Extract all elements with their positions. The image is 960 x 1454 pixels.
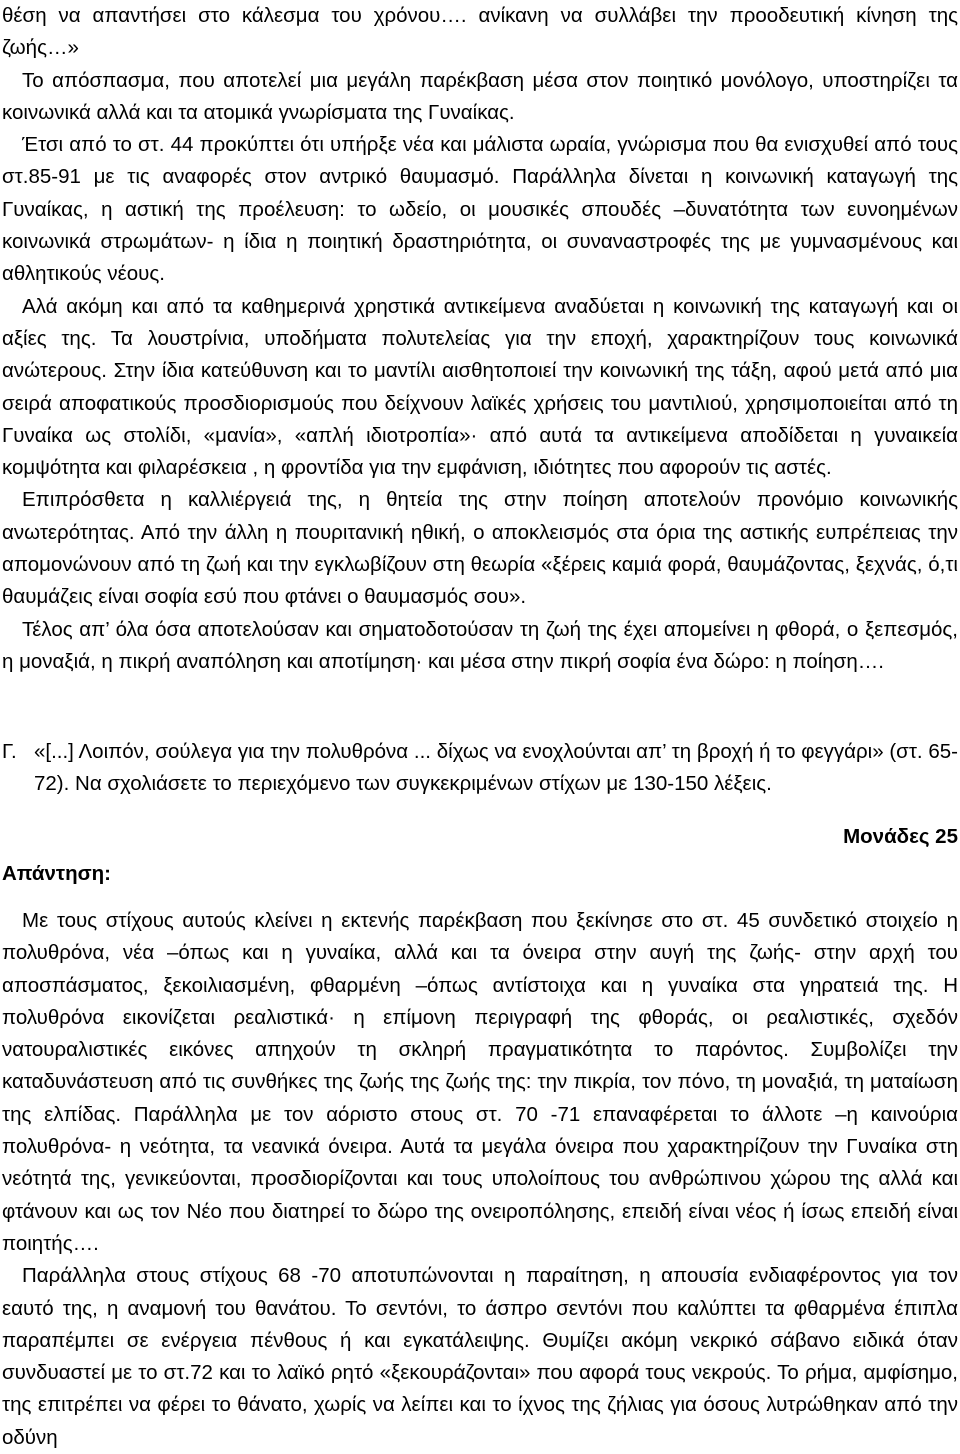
question-letter: Γ. [2,740,17,763]
essay-top-section [2,0,958,678]
question-section [2,736,958,801]
question-text: «[...] Λοιπόν, σούλεγα για την πολυθρόνα ... δίχως να ενοχλούνται απ’ τη βροχή ή το φεγγάρι» (στ. 65-72). Να σχολιάσετε το περιεχόμενο των συγκεκριμένων στίχων με 130-150 λέξεις. [34,740,958,796]
paragraph-traits: Έτσι από το στ. 44 προκύπτει ότι υπήρξε νέα και μάλιστα ωραία, γνώρισμα που θα ενισχυθεί από τους στ.85-91 με τις αναφορές στον αντρικό θαυμασμό. Παράλληλα δίνεται η κοινωνική καταγωγή της Γυναίκας, η αστική της προέλευση: το ωδείο, οι μουσικές σπουδές –δυνατότητα των ευνοημένων κοινωνικά στρωμάτων- η ίδια η ποιητική δραστηριότητα, οι συναναστροφές της με γυμνασμένους και αθλητικούς νέους. [2,133,958,286]
paragraph-cultivation: Επιπρόσθετα η καλλιέργειά της, η θητεία της στην ποίηση αποτελούν προνόμιο κοινωνικής ανωτερότητας. Από την άλλη η πουριτανική ηθική, ο αποκλεισμός στα όρια της αστικής ευπρέπειας την απομονώνουν από τη ζωή και την εγκλωβίζουν στη θεωρία «ξέρεις καμιά φορά, θαυμάζοντας, ξεχνάς, ό,τι θαυμάζεις είναι σοφία εσύ που φτάνει ο θαυμασμός σου». [2,488,958,609]
paragraph-objects: Αλά ακόμη και από τα καθημερινά χρηστικά αντικείμενα αναδύεται η κοινωνική της καταγωγή και οι αξίες της. Τα λουστρίνια, υποδήματα πολυτελείας για την εποχή, χαρακτηρίζουν τους κοινωνικά ανώτερους. Στην ίδια κατεύθυνση και το μαντίλι αισθητοποιεί την κοινωνική της τάξη, αφού μετά από μια σειρά αποφατικούς προσδιορισμούς που δείχνουν λαϊκές χρήσεις του μαντιλιού, χρησιμοποιείται από τη Γυναίκα ως στολίδι, «μανία», «απλή ιδιοτροπία»· από αυτά τα αντικείμενα αποδίδεται η γυναικεία κομψότητα και φιλαρέσκεια , η φροντίδα για την εμφάνιση, ιδιότητες που αφορούν τις αστές. [2,294,958,480]
answer-heading: Απάντηση: [2,862,111,885]
answer-paragraph-armchair: Με τους στίχους αυτούς κλείνει η εκτενής παρέκβαση που ξεκίνησε στο στ. 45 συνδετικό στοιχείο η πολυθρόνα, νέα –όπως και η γυναίκα, αλλά και τα όνειρα στην αυγή της ζωής- στην αρχή του αποσπάσματος, ξεκοιλιασμένη, φθαρμένη –όπως αντίστοιχα και η γυναίκα στα γηρατειά της. Η πολυθρόνα εικονίζεται ρεαλιστικά· η επίμονη περιγραφή της φθοράς, οι ρεαλιστικές, σχεδόν νατουραλιστικές εικόνες απηχούν τη σκληρή πραγματικότητα το παρόντος. Συμβολίζει την καταδυνάστευση από τις συνθήκες της ζωής της ζωής της: την πικρία, τον πόνο, τη μοναξιά, τη ματαίωση της ελπίδας. Παράλληλα με τον αόριστο στους στ. 70 -71 επαναφέρεται το άλλοτε –η καινούρια πολυθρόνα- η νεότητα, τα νεανικά όνειρα. Αυτά τα μεγάλα όνειρα που χαρακτηρίζουν την Γυναίκα στη νεότητά της, γενικεύονται, προσδιορίζονται και τους υπολοίπους του ανθρώπινου χώρου της αλλά και φτάνουν και ως τον Νέο που διατηρεί το δώρο της ονειροπόλησης, επειδή είναι νέος ή ίσως επειδή είναι ποιητής…. [2,909,958,1255]
points-label: Μονάδες 25 [843,825,958,848]
answer-section [2,905,958,1454]
answer-paragraph-resignation: Παράλληλα στους στίχους 68 -70 αποτυπώνονται η παραίτηση, η απουσία ενδιαφέροντος για τον εαυτό της, η αναμονή του θανάτου. Το σεντόνι, το άσπρο σεντόνι που καλύπτει τα φθαρμένα έπιπλα παραπέμπει σε ενέργεια πένθους ή και εγκατάλειψης. Θυμίζει ακόμη νεκρικό σάβανο ειδικά όταν συνδυαστεί με το στ.72 και το λαϊκό ρητό «ξεκουράζονται» που αφορά τους νεκρούς. Το ρήμα, αμφίσημο, της επιτρέπει να φέρει το θάνατο, χωρίς να λείπει και το ίχνος της ζήλιας για όσους λυτρώθηκαν από την οδύνη [2,1264,958,1449]
paragraph-digression: Το απόσπασμα, που αποτελεί μια μεγάλη παρέκβαση μέσα στον ποιητικό μονόλογο, υποστηρίζει τα κοινωνικά αλλά και τα ατομικά γνωρίσματα της Γυναίκας. [2,68,958,124]
paragraph-quote-end: θέση να απαντήσει στο κάλεσμα του χρόνου…. ανίκανη να συλλάβει την προοδευτική κίνηση της ζωής…» [2,4,958,60]
question-row [2,736,958,801]
paragraph-conclusion: Τέλος απ’ όλα όσα αποτελούσαν και σηματοδοτούσαν τη ζωή της έχει απομείνει η φθορά, ο ξεπεσμός, η μοναξιά, η πικρή αναπόληση και αποτίμηση· και μέσα στην πικρή σοφία ένα δώρο: η ποίηση…. [2,617,958,673]
